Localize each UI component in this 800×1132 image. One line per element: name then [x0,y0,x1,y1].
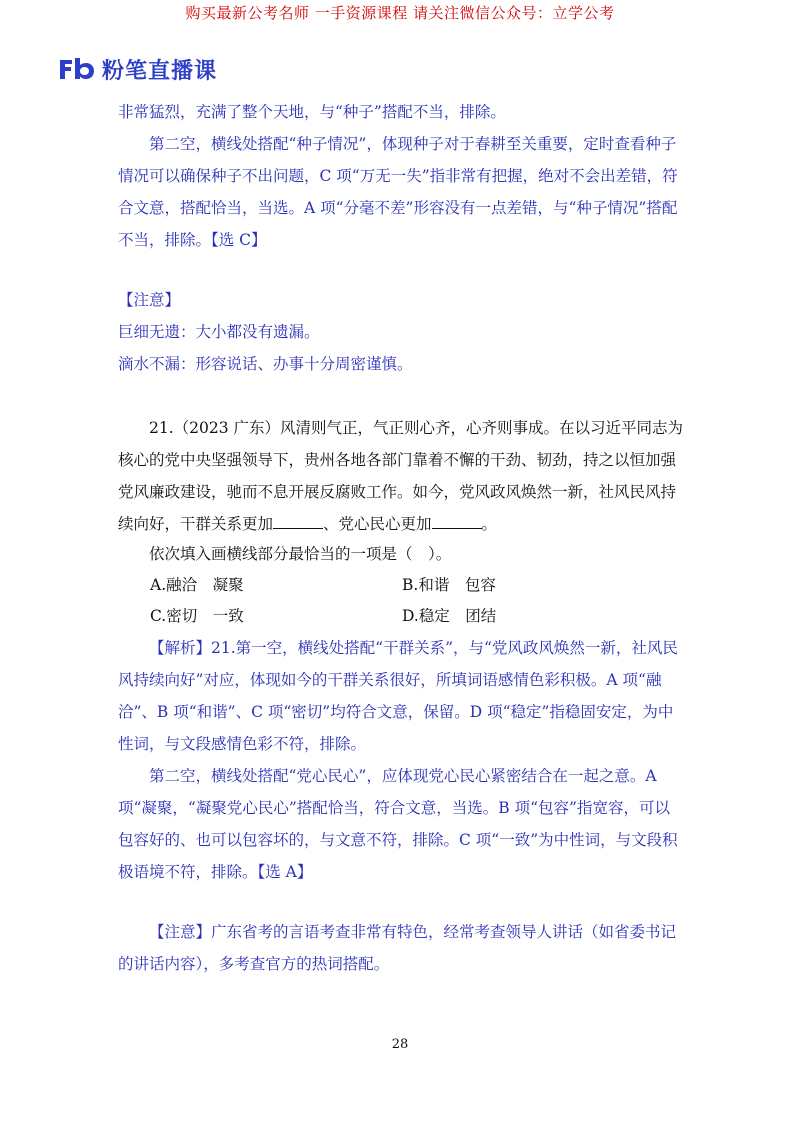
option-c: C.密切 一致 [150,607,244,625]
page-number: 28 [391,1037,409,1052]
note-guangdong: 【注意】广东省考的言语考查非常有特色，经常考查领导人讲话（如省委书记的讲话内容），多考查官方的热词搭配。 [118,923,677,973]
note-title: 【注意】 [118,291,181,309]
question-stem-text: 21.（2023 广东）风清则气正，气正则心齐，心齐则事成。在以习近平同志为核心的党中央坚强领导下，贵州各地各部门靠着不懈的干劲、韧劲，持之以恒加强党风廉政建设，驰而不息开展反腐败工作。如今，党风政风焕然一新，社风民风持续向好，干群关系更加 [118,419,684,533]
question-stem [118,412,684,540]
options-row [150,601,690,631]
option-d: D.稳定 团结 [402,607,497,625]
option-b: B.和谐 包容 [402,576,496,594]
options-row [150,570,690,600]
promo-banner: 购买最新公考名师 一手资源课程 请关注微信公众号：立学公考 [185,4,615,22]
question-prompt: 依次填入画横线部分最恰当的一项是（ ）。 [149,545,452,563]
option-a: A.融洽 凝聚 [150,576,244,594]
fill-blank [432,514,482,529]
note-item: 滴水不漏：形容说话、办事十分周密谨慎。 [118,355,413,373]
analysis-second-blank: 第二空，横线处搭配“党心民心”，应体现党心民心紧密结合在一起之意。A 项“凝聚，“凝聚党心民心”搭配恰当，符合文意，当选。B 项“包容”指宽容，可以包容好的、也可以包容坏的，与文意不符，排除。C 项“一致”为中性词，与文段积极语境不符，排除。【选 A】 [118,767,678,881]
brand-name: 粉笔直播课 [102,58,218,84]
fb-logo-icon [58,56,96,82]
brand-logo [58,54,217,84]
question-stem-mid: 、党心民心更加 [323,515,432,533]
fill-blank [273,514,323,529]
analysis-first-blank: 【解析】21.第一空，横线处搭配“干群关系”，与“党风政风焕然一新，社风民风持续向好”对应，体现如今的干群关系很好，所填词语感情色彩积极。A 项“融洽”、B 项“和谐”、C 项“密切”均符合文意，保留。D 项“稳定”指稳固安定，为中性词，与文段感情色彩不符，排除。 [118,639,678,753]
answer-second-blank: 第二空，横线处搭配“种子情况”，体现种子对于春耕至关重要，定时查看种子情况可以确保种子不出问题，C 项“万无一失”指非常有把握，绝对不会出差错，符合文意，搭配恰当，当选。A 项“分毫不差”形容没有一点差错，与“种子情况”搭配不当，排除。【选 C】 [118,135,678,249]
note-item: 巨细无遗：大小都没有遗漏。 [118,323,320,341]
question-stem-end: 。 [481,515,498,533]
answer-continuation: 非常猛烈，充满了整个天地，与“种子”搭配不当，排除。 [118,103,506,121]
